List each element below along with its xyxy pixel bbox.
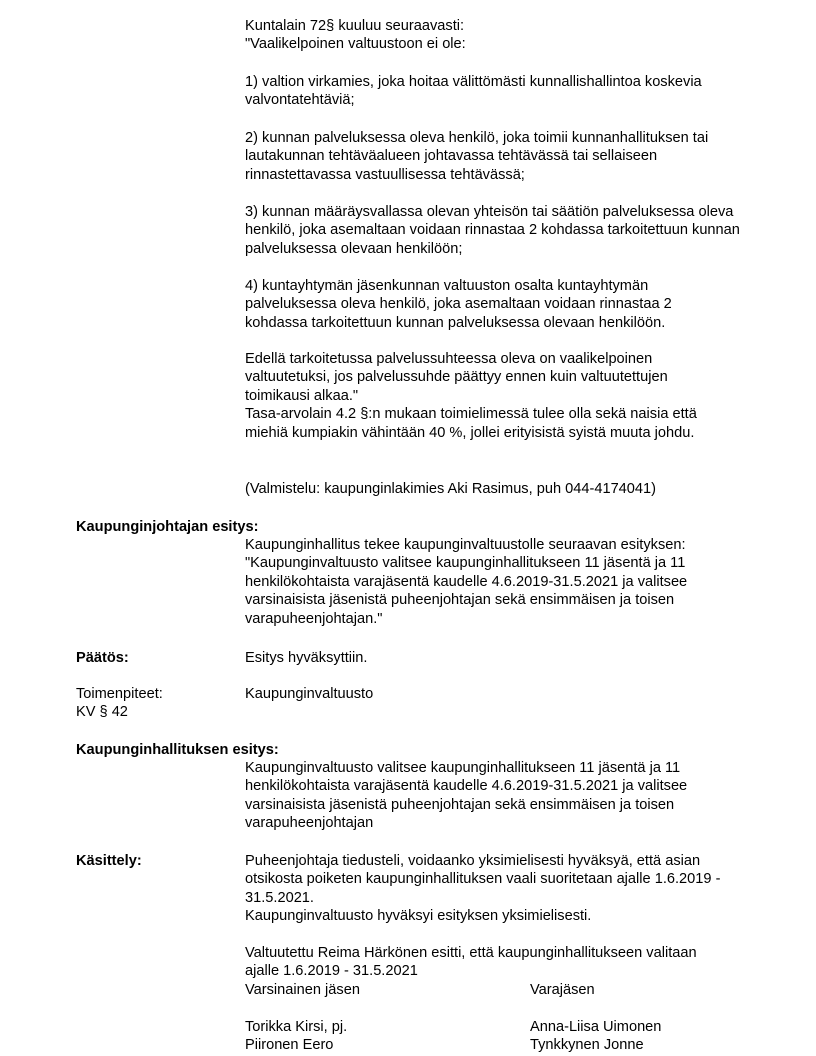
law-item-2: 2) kunnan palveluksessa oleva henkilö, joka toimii kunnanhallituksen tai lautakunnan tehtäväalueen johtavassa tehtävässä tai sellaiseen rinnastettavassa vastuullisessa tehtävässä; <box>245 130 709 183</box>
measures-value: Kaupunginvaltuusto <box>245 686 374 702</box>
deputy-name: Anna-Liisa Uimonen <box>530 1019 662 1035</box>
preparer-note: (Valmistelu: kaupunginlakimies Aki Rasimus, puh 044-4174041) <box>245 481 657 497</box>
handling-para-3: Valtuutettu Reima Härkönen esitti, että kaupunginhallitukseen valitaan ajalle 1.6.2019 - 31.5.2021 <box>245 945 697 980</box>
measures-ref: KV § 42 <box>76 704 128 720</box>
law-item-1: 1) valtion virkamies, joka hoitaa välittömästi kunnallishallintoa koskevia valvontatehtäviä; <box>245 74 702 109</box>
member-name: Torikka Kirsi, pj. <box>245 1019 348 1035</box>
table-row <box>245 1036 505 1054</box>
mayor-proposal-text: Kaupunginhallitus tekee kaupunginvaltuustolle seuraavan esityksen: "Kaupunginvaltuusto valitsee kaupunginhallitukseen 11 jäsentä ja 11 henkilökohtaista varajäsentä kaudelle 4.6.2019-31.5.2021 ja valitsee varsinaisista jäsenistä puheenjohtajan sekä ensimmäisen ja toisen varapuheenjohtajan." <box>245 537 688 627</box>
intro-section <box>245 17 755 54</box>
col-deputy-header: Varajäsen <box>530 982 595 998</box>
board-proposal-label: Kaupunginhallituksen esitys: <box>76 742 279 758</box>
deputy-name: Tynkkynen Jonne <box>530 1037 644 1053</box>
table-row <box>245 1018 505 1036</box>
col-member-header: Varsinainen jäsen <box>245 982 360 998</box>
decision-text: Esitys hyväksyttiin. <box>245 650 368 666</box>
handling-text <box>245 852 745 926</box>
board-proposal-text: Kaupunginvaltuusto valitsee kaupunginhallitukseen 11 jäsentä ja 11 henkilökohtaista varajäsentä kaudelle 4.6.2019-31.5.2021 ja valitsee varsinaisista jäsenistä puheenjohtajan sekä ensimmäisen ja toisen varapuheenjohtajan <box>245 760 688 832</box>
handling-label: Käsittely: <box>76 853 142 869</box>
law-item-3: 3) kunnan määräysvallassa olevan yhteisön tai säätiön palveluksessa oleva henkilö, joka asemaltaan voidaan rinnastaa 2 kohdassa tarkoitettuun kunnan palveluksessa olevaan henkilöön; <box>245 204 740 257</box>
handling-para-3-block <box>245 944 705 981</box>
decision-label: Päätös: <box>76 650 129 666</box>
handling-para-2: Kaupunginvaltuusto hyväksyi esityksen yksimielisesti. <box>245 908 592 925</box>
member-name: Piironen Eero <box>245 1037 334 1053</box>
equality-note: Tasa-arvolain 4.2 §:n mukaan toimielimessä tulee olla sekä naisia että miehiä kumpiakin vähintään 40 %, jollei erityisistä syistä muuta johdu. <box>245 406 697 441</box>
handling-para-1: Puheenjohtaja tiedusteli, voidaanko yksimielisesti hyväksyä, että asian otsikosta poiketen kaupunginhallituksen vaali suoritetaan ajalle 1.6.2019 - 31.5.2021. <box>245 853 721 906</box>
intro-quote-start: "Vaalikelpoinen valtuustoon ei ole: <box>245 36 466 53</box>
law-item-4: 4) kuntayhtymän jäsenkunnan valtuuston osalta kuntayhtymän palveluksessa oleva henkilö, joka asemaltaan voidaan rinnastaa 2 kohdassa tarkoitettuun kunnan palveluksessa olevaan henkilöön. <box>245 278 672 331</box>
mayor-proposal-label: Kaupunginjohtajan esitys: <box>76 519 259 535</box>
measures-label: Toimenpiteet: <box>76 686 163 702</box>
intro-lead: Kuntalain 72§ kuuluu seuraavasti: <box>245 18 465 34</box>
law-closing: Edellä tarkoitetussa palvelussuhteessa oleva on vaalikelpoinen valtuutetuksi, jos palvelussuhde päättyy ennen kuin valtuutettujen toimikausi alkaa." Tasa-arvolain 4.2 §:n mukaan toimielimessä tulee olla sekä naisia että miehiä kumpiakin vähintään 40 %, jollei erityisistä syistä muuta johdu. <box>245 350 715 442</box>
